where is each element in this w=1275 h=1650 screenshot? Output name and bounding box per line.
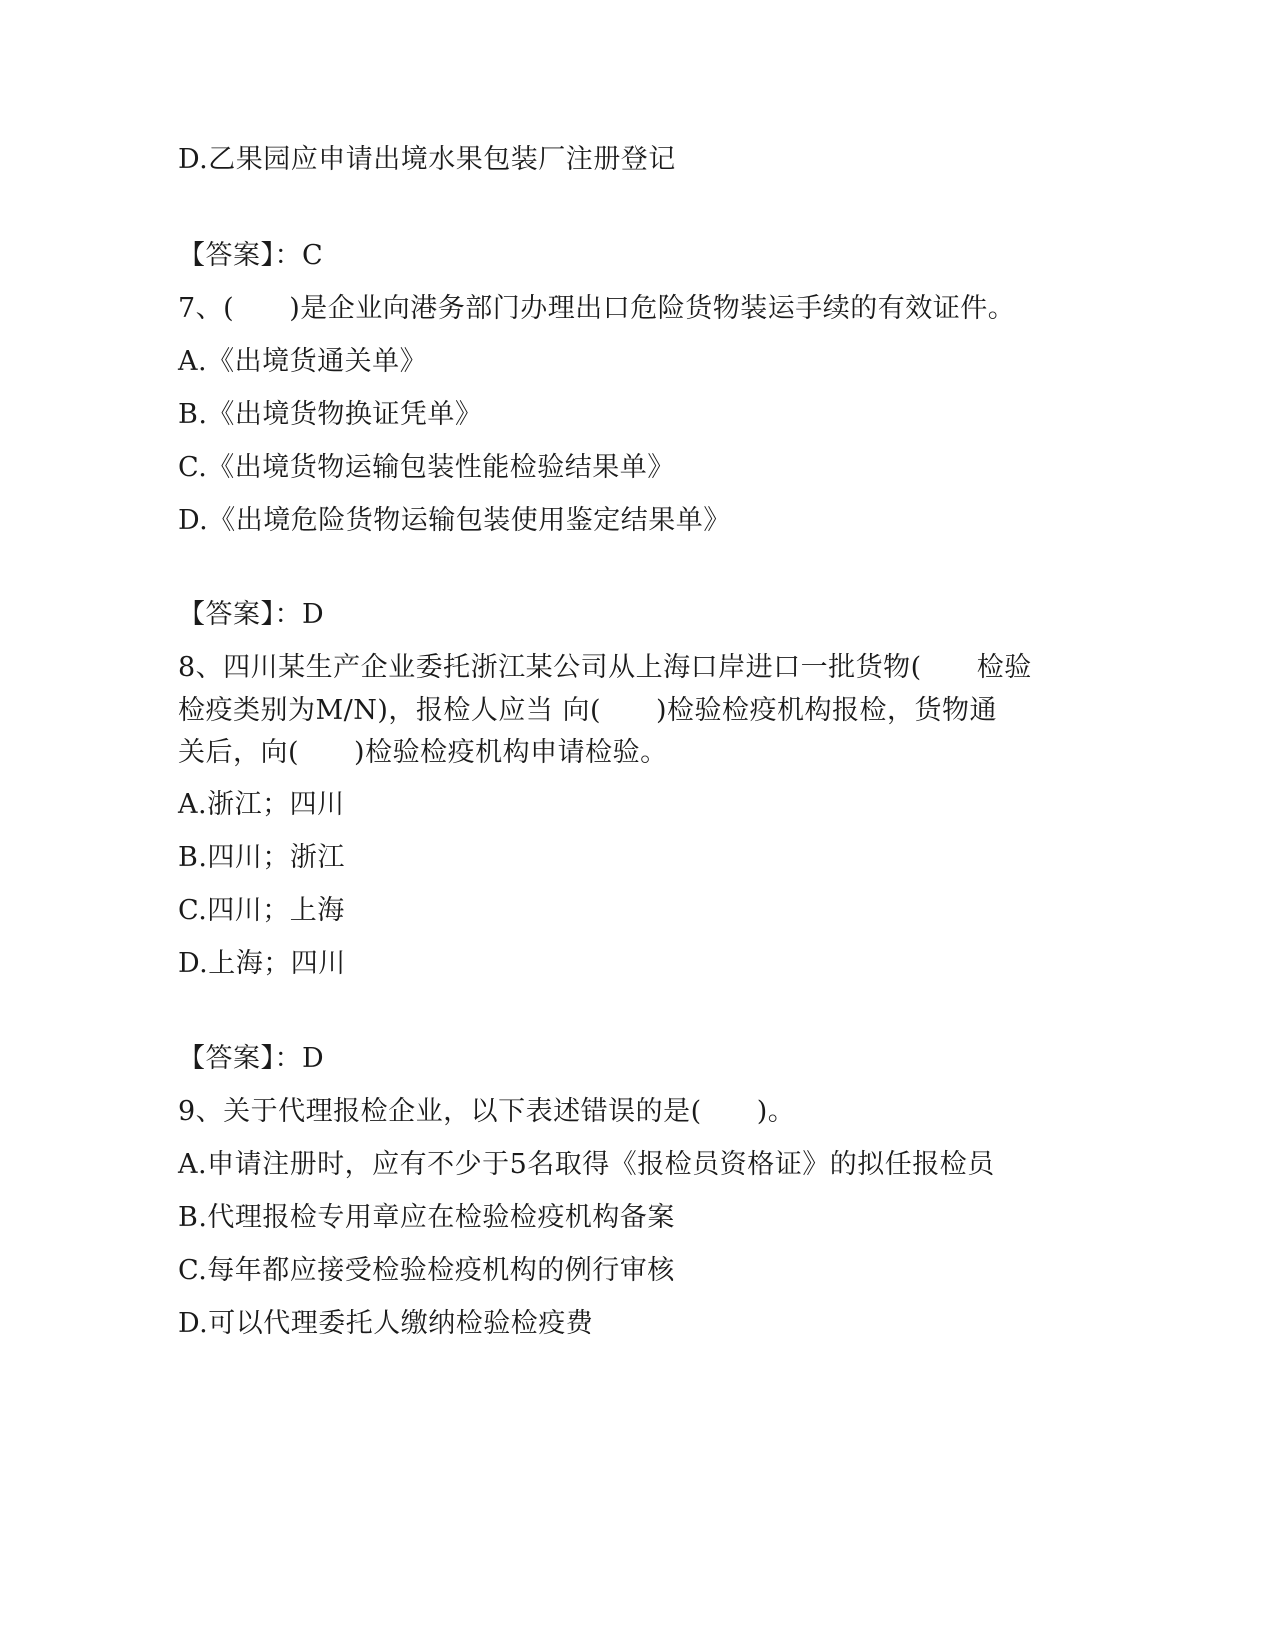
question-9-option-b: B.代理报检专用章应在检验检疫机构备案 <box>178 1202 675 1233</box>
question-8-stem-line-3: 关后，向( )检验检疫机构申请检验。 <box>178 737 668 768</box>
question-9-option-a: A.申请注册时，应有不少于5名取得《报检员资格证》的拟任报检员 <box>178 1149 995 1180</box>
question-8-stem-line-2: 检疫类别为M/N)，报检人应当 向( )检验检疫机构报检，货物通 <box>178 695 998 726</box>
prev-question-answer: 【答案】：C <box>178 240 324 271</box>
question-9-option-c: C.每年都应接受检验检疫机构的例行审核 <box>178 1255 675 1286</box>
question-9-stem: 9、关于代理报检企业，以下表述错误的是( )。 <box>178 1096 796 1127</box>
question-7-option-c: C.《出境货物运输包装性能检验结果单》 <box>178 452 675 483</box>
question-8-option-d: D.上海；四川 <box>178 948 346 979</box>
question-8-stem-line-1: 8、四川某生产企业委托浙江某公司从上海口岸进口一批货物( 检验 <box>178 652 1032 683</box>
question-8-option-c: C.四川；上海 <box>178 895 345 926</box>
question-8-option-b: B.四川；浙江 <box>178 842 345 873</box>
question-7-answer: 【答案】：D <box>178 599 325 630</box>
question-9-option-d: D.可以代理委托人缴纳检验检疫费 <box>178 1308 594 1339</box>
question-7-option-a: A.《出境货通关单》 <box>178 346 428 377</box>
question-8-option-a: A.浙江；四川 <box>178 789 345 820</box>
prev-question-option-d: D.乙果园应申请出境水果包装厂注册登记 <box>178 144 676 175</box>
question-7-stem: 7、( )是企业向港务部门办理出口危险货物装运手续的有效证件。 <box>178 293 1016 324</box>
question-7-option-b: B.《出境货物换证凭单》 <box>178 399 483 430</box>
question-7-option-d: D.《出境危险货物运输包装使用鉴定结果单》 <box>178 505 731 536</box>
question-8-answer: 【答案】：D <box>178 1043 325 1074</box>
